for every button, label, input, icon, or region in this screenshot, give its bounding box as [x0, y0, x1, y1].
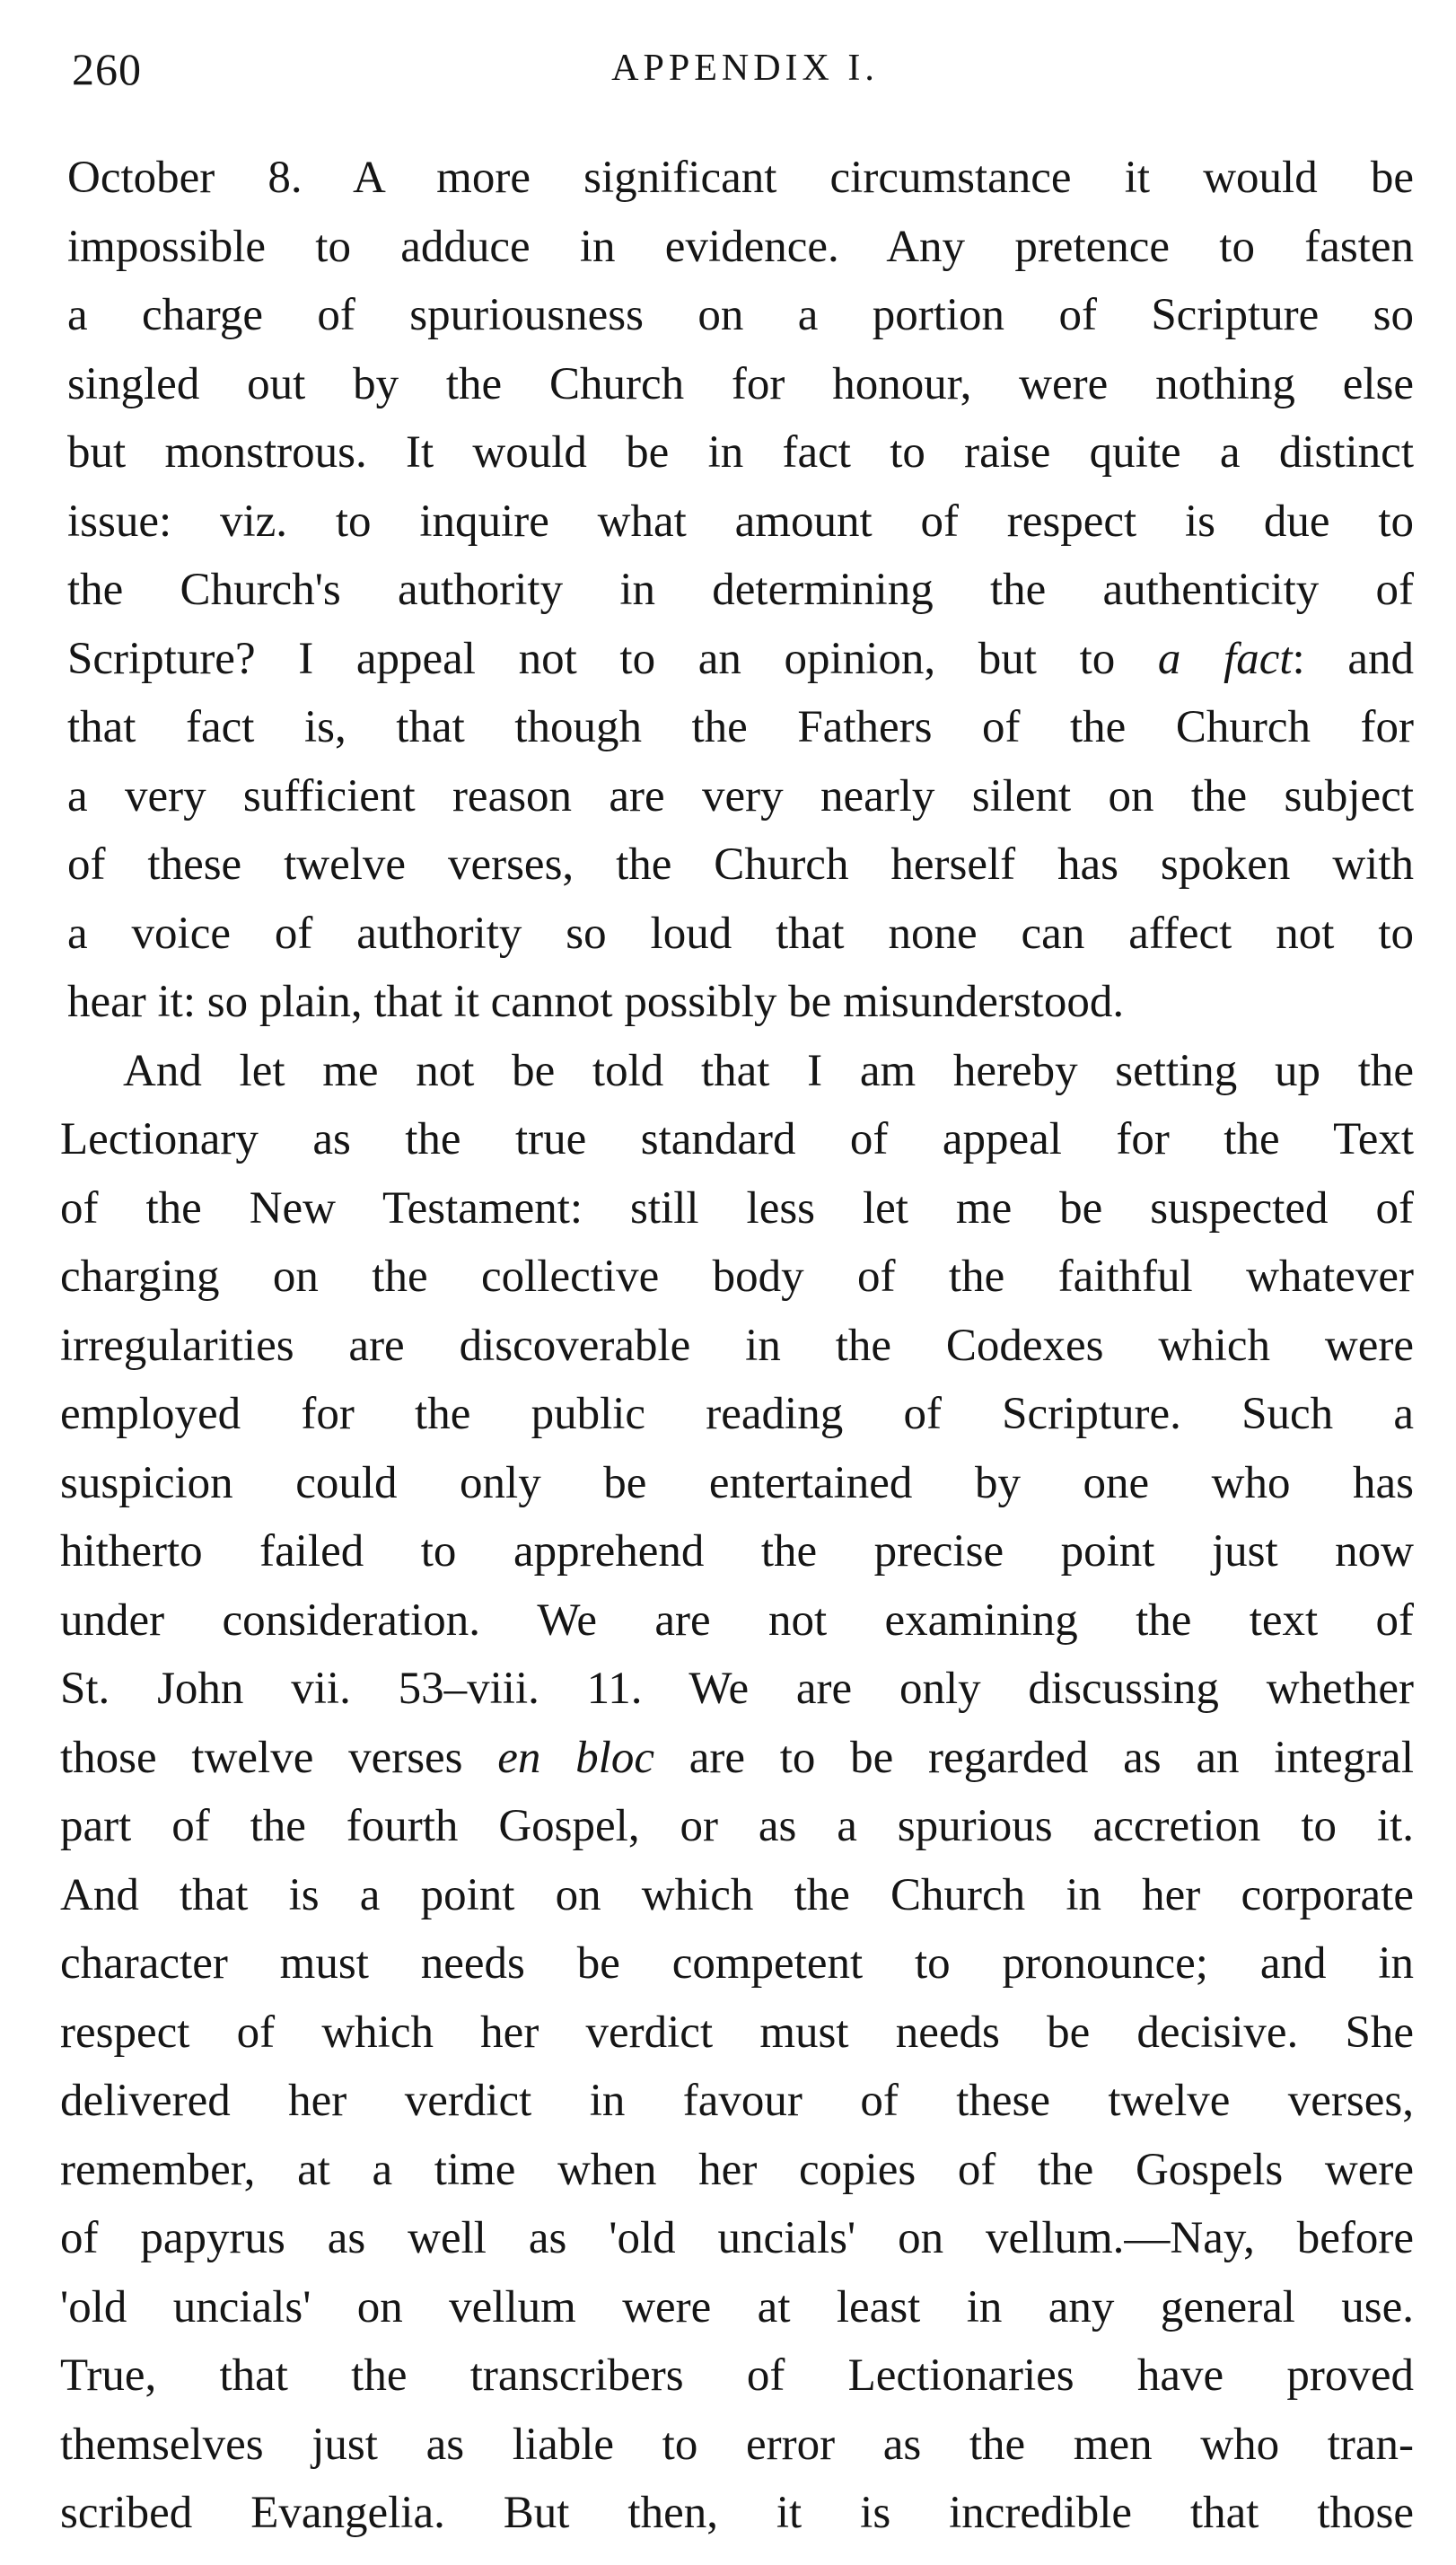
text-line — [60, 1724, 1414, 1793]
italic-run: en bloc — [497, 1732, 654, 1783]
running-title: APPENDIX I. — [611, 48, 879, 89]
running-head — [72, 43, 1418, 106]
text-line: True, that the transcribers of Lectionaries have proved — [60, 2350, 1414, 2401]
page-number: 260 — [72, 44, 142, 94]
text-line: October 8. A more significant circumstance it would be — [67, 153, 1414, 203]
text-run: Scripture? I appeal not to an opinion, but to — [67, 633, 1158, 684]
text-line: a voice of authority so loud that none can affect not to — [67, 908, 1414, 959]
text-line: a charge of spuriousness on a portion of Scripture so — [67, 290, 1414, 340]
text-line: suspicion could only be entertained by one who has — [60, 1457, 1414, 1508]
text-line: 'old uncials' on vellum were at least in any general use. — [60, 2281, 1414, 2332]
text-line: hear it: so plain, that it cannot possibly be misunderstood. — [67, 977, 1125, 1027]
paragraph-first-line: And let me not be told that I am hereby setting up the — [123, 1045, 1414, 1096]
text-run: those twelve verses — [60, 1732, 498, 1783]
text-line: irregularities are discoverable in the Codexes which were — [60, 1320, 1414, 1371]
text-run: : and — [1292, 633, 1415, 684]
text-line: but monstrous. It would be in fact to raise quite a distinct — [67, 427, 1414, 478]
text-line: St. John vii. 53–viii. 11. We are only discussing whether — [60, 1664, 1414, 1714]
text-line: character must needs be competent to pronounce; and in — [60, 1938, 1414, 1989]
text-line: employed for the public reading of Scripture. Such a — [60, 1389, 1414, 1439]
italic-run: a fact — [1157, 633, 1293, 684]
text-line: remember, at a time when her copies of the Gospels were — [60, 2144, 1414, 2195]
text-line: impossible to adduce in evidence. Any pretence to fasten — [67, 221, 1414, 272]
text-line: themselves just as liable to error as the men who tran- — [60, 2419, 1414, 2470]
text-line: respect of which her verdict must needs be decisive. She — [60, 2007, 1414, 2058]
text-line: singled out by the Church for honour, were nothing else — [67, 358, 1414, 409]
text-line: delivered her verdict in favour of these twelve verses, — [60, 2076, 1414, 2126]
text-line: issue: viz. to inquire what amount of respect is due to — [67, 496, 1414, 547]
text-line: scribed Evangelia. But then, it is incredible that those — [60, 2488, 1414, 2538]
body-text — [60, 144, 1415, 2548]
text-line — [67, 625, 1414, 694]
text-line: the Church's authority in determining the authenticity of — [67, 565, 1414, 615]
text-line: And that is a point on which the Church in her corporate — [60, 1869, 1414, 1920]
text-line: under consideration. We are not examining the text of — [60, 1594, 1414, 1646]
text-line: charging on the collective body of the faithful whatever — [60, 1252, 1414, 1302]
text-line: part of the fourth Gospel, or as a spurious accretion to it. — [60, 1801, 1414, 1851]
text-line: of these twelve verses, the Church herself has spoken with — [67, 839, 1414, 890]
text-run: are to be regarded as an integral — [653, 1732, 1414, 1783]
text-line: a very sufficient reason are very nearly silent on the subject — [67, 770, 1414, 821]
text-line: Lectionary as the true standard of appeal for the Text — [60, 1114, 1414, 1164]
text-line: that fact is, that though the Fathers of the Church for — [67, 702, 1414, 752]
text-line: hitherto failed to apprehend the precise point just now — [60, 1526, 1414, 1577]
text-line: of the New Testament: still less let me be suspected of — [60, 1182, 1414, 1234]
text-line: of papyrus as well as 'old uncials' on vellum.—Nay, before — [60, 2213, 1414, 2263]
